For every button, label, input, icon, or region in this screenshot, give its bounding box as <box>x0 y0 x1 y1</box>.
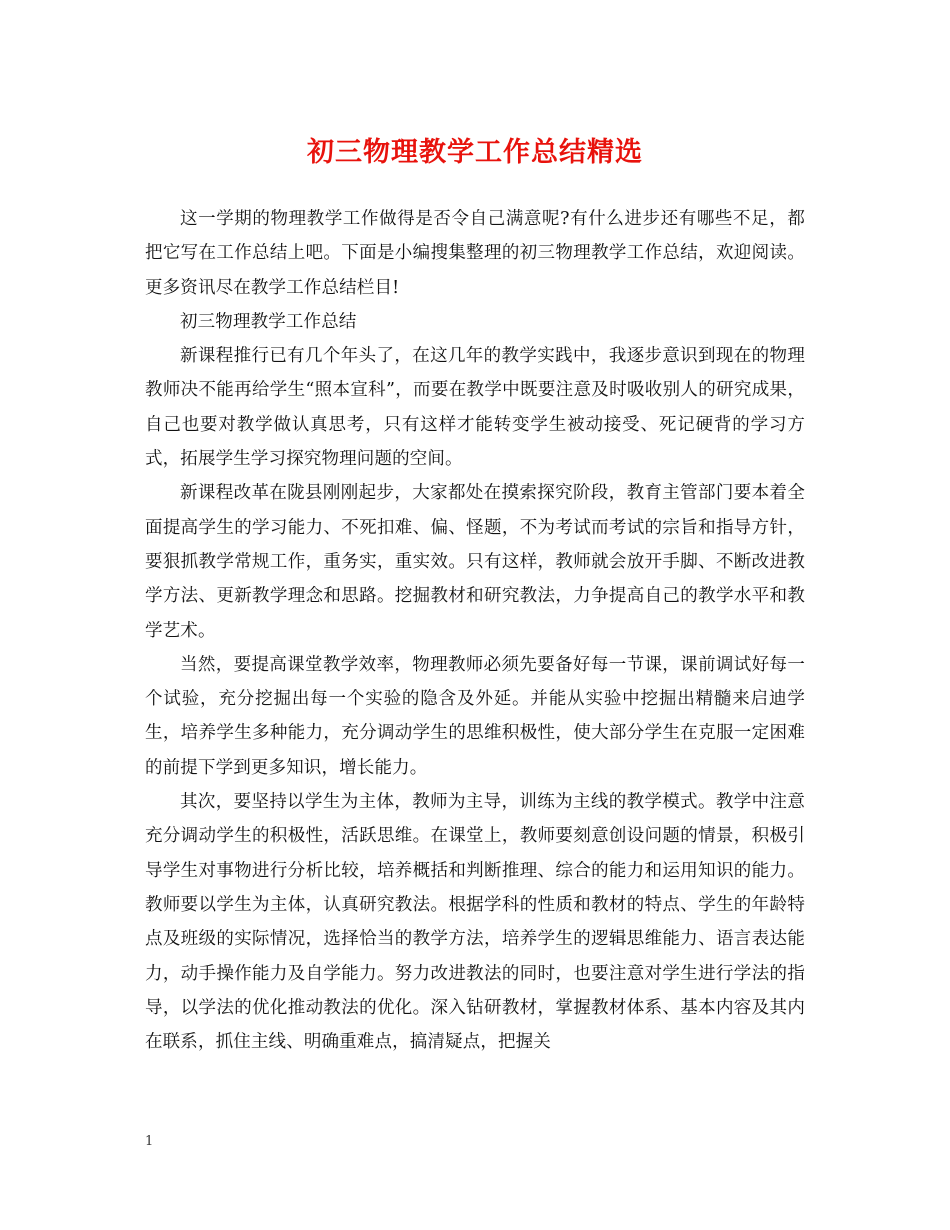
paragraph-intro: 这一学期的物理教学工作做得是否令自己满意呢?有什么进步还有哪些不足，都把它写在工作总结上吧。下面是小编搜集整理的初三物理教学工作总结，欢迎阅读。更多资讯尽在教学工作总结栏目! <box>145 209 805 298</box>
paragraph-new-curriculum: 新课程推行已有几个年头了，在这几年的教学实践中，我逐步意识到现在的物理教师决不能再给学生“照本宣科”，而要在教学中既要注意及时吸收别人的研究成果，自己也要对教学做认真思考，只有这样才能转变学生被动接受、死记硬背的学习方式，拓展学生学习探究物理问题的空间。 <box>145 346 805 470</box>
paragraph-reform: 新课程改革在陇县刚刚起步，大家都处在摸索探究阶段，教育主管部门要本着全面提高学生的学习能力、不死扣难、偏、怪题，不为考试而考试的宗旨和指导方针，要狠抓教学常规工作，重务实，重实效。只有这样，教师就会放开手脚、不断改进教学方法、更新教学理念和思路。挖掘教材和研究教法，力争提高自己的教学水平和教学艺术。 <box>145 483 805 641</box>
page-number: 1 <box>145 1134 154 1149</box>
page-title: 初三物理教学工作总结精选 <box>307 137 643 168</box>
document-body <box>145 202 805 1059</box>
paragraph-efficiency: 当然，要提高课堂教学效率，物理教师必须先要备好每一节课，课前调试好每一个试验，充分挖掘出每一个实验的隐含及外延。并能从实验中挖掘出精髓来启迪学生，培养学生多种能力，充分调动学生的思维积极性，使大部分学生在克服一定困难的前提下学到更多知识，增长能力。 <box>145 654 805 778</box>
paragraph-student-centered: 其次，要坚持以学生为主体，教师为主导，训练为主线的教学模式。教学中注意充分调动学生的积极性，活跃思维。在课堂上，教师要刻意创设问题的情景，积极引导学生对事物进行分析比较，培养概括和判断推理、综合的能力和运用知识的能力。教师要以学生为主体，认真研究教法。根据学科的性质和教材的特点、学生的年龄特点及班级的实际情况，选择恰当的教学方法，培养学生的逻辑思维能力、语言表达能力，动手操作能力及自学能力。努力改进教法的同时，也要注意对学生进行学法的指导，以学法的优化推动教法的优化。深入钻研教材，掌握教材体系、基本内容及其内在联系，抓住主线、明确重难点，搞清疑点，把握关 <box>145 792 805 1053</box>
paragraph-subtitle: 初三物理教学工作总结 <box>180 311 357 332</box>
